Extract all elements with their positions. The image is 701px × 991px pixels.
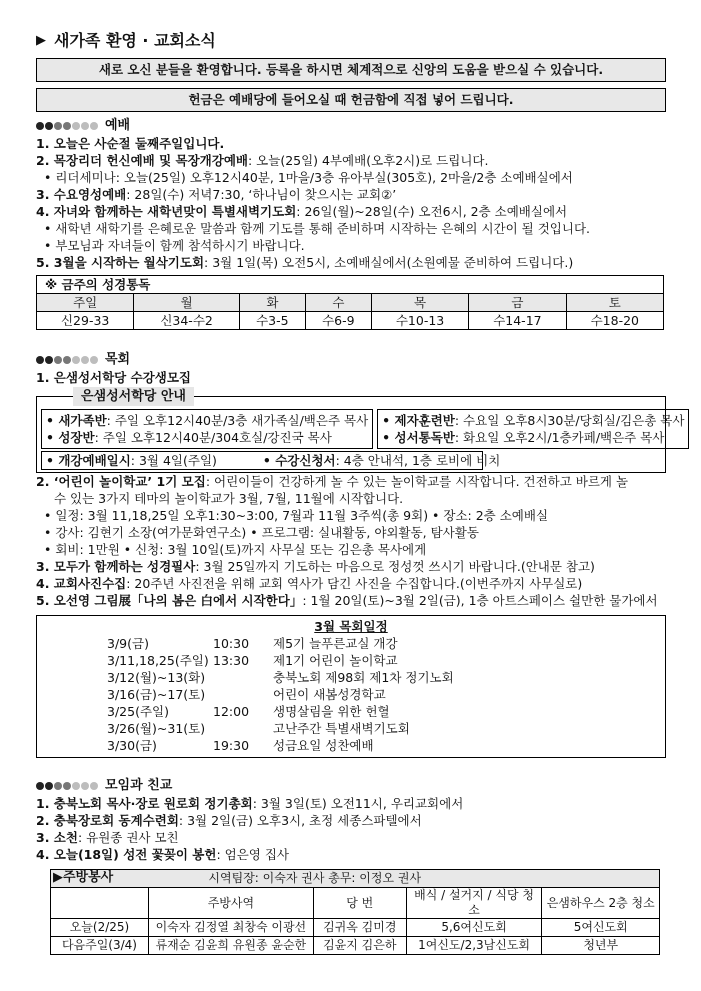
dot-icon — [36, 782, 44, 790]
dot-icon — [90, 356, 98, 364]
service-cell: 김귀옥 김미경 — [313, 919, 406, 937]
service-leaders: 시역팀장: 이숙자 권사 총무: 이정오 권사 — [148, 870, 659, 888]
dot-icon — [72, 122, 80, 130]
dot-icon — [45, 122, 53, 130]
dot-icon — [63, 782, 71, 790]
schedule-time — [213, 720, 273, 737]
service-cell: 이숙자 김정열 최창숙 이광선 — [148, 919, 313, 937]
service-cell: 1여신도/2,3남신도회 — [406, 937, 542, 955]
bible-reading: 수14-17 — [469, 312, 566, 330]
line-text: • 부모님과 자녀들이 함께 참석하시기 바랍니다. — [44, 238, 305, 253]
line-text: : 3월 3일(토) 오전11시, 우리교회에서 — [252, 796, 464, 811]
dot-icon — [72, 782, 80, 790]
line-text: : 26일(월)~28일(수) 오전6시, 2층 소예배실에서 — [296, 204, 568, 219]
schedule-event: 어린이 새봄성경학교 — [273, 687, 386, 702]
line-bold: 5. 오선영 그림展「나의 봄은 白에서 시작한다」 — [36, 593, 303, 608]
line-text: : 3월 1일(목) 오전5시, 소예배실에서(소원예물 준비하여 드립니다.) — [204, 255, 574, 270]
list-line — [36, 152, 666, 169]
list-line — [36, 524, 666, 541]
dot-icon — [54, 356, 62, 364]
schedule-row — [37, 737, 665, 754]
list-line — [36, 203, 666, 220]
line-bold: 2. 목장리더 헌신예배 및 목장개강예배 — [36, 153, 248, 168]
schedule-event: 성금요일 성찬예배 — [273, 738, 374, 753]
bible-day: 토 — [566, 294, 663, 312]
schedule-date: 3/11,18,25(주일) — [107, 653, 209, 668]
line-text: • 리더세미나: 오늘(25일) 오후12시40분, 1마을/3층 유아부실(305호), 2마을/2층 소예배실에서 — [44, 170, 573, 185]
schedule-time: 13:30 — [213, 653, 250, 668]
schedule-event: 충북노회 제98회 제1차 정기노회 — [273, 670, 454, 685]
service-cell: 다음주일(3/4) — [51, 937, 149, 955]
schedule-date: 3/30(금) — [107, 738, 157, 753]
bible-day: 금 — [469, 294, 566, 312]
dot-icon — [54, 782, 62, 790]
bible-day: 목 — [371, 294, 468, 312]
schedule-box — [36, 615, 666, 758]
line-bold: 2. ‘어린이 놀이학교’ 1기 모집 — [36, 474, 206, 489]
line-text: : 어린이들이 건강하게 놀 수 있는 놀이학교를 시작합니다. 건전하고 바르게 놀 — [205, 474, 629, 489]
line-text: • 강사: 김현기 소장(여가문화연구소) • 프로그램: 실내활동, 야외활동, 탐사활동 — [44, 525, 479, 540]
bible-reading-table — [36, 275, 664, 330]
bible-day: 수 — [305, 294, 371, 312]
list-line — [36, 558, 666, 575]
bible-school-right: • 제자훈련반: 수요일 오후8시30분/당회실/김은총 목사 • 성서통독반: 화요일 오후2시/1층카페/백은주 목사 — [377, 409, 689, 449]
service-cell: 김윤지 김은하 — [313, 937, 406, 955]
kitchen-service-table — [50, 869, 660, 955]
line-text: • 일정: 3월 11,18,25일 오후1:30~3:00, 7월과 11월 3주씩(총 9회) • 장소: 2층 소예배실 — [44, 508, 549, 523]
bible-day: 화 — [239, 294, 305, 312]
line-text: • 새학년 새학기를 은혜로운 말씀과 함께 기도를 통해 준비하며 시작하는 은혜의 시간이 될 것입니다. — [44, 221, 591, 236]
bible-reading: 신29-33 — [37, 312, 134, 330]
line-text: : 엄은영 집사 — [216, 847, 289, 862]
bible-school-tag: 은샘성서학당 안내 — [73, 387, 194, 406]
section-fellowship: 모임과 친교 — [36, 778, 666, 795]
service-cell: 류재순 김윤희 유원종 윤순한 — [148, 937, 313, 955]
list-line — [36, 812, 666, 829]
bible-school-info: • 개강예배일시: 3월 4일(주일) • 수강신청서: 4층 안내석, 1층 로비에 비치 — [41, 451, 483, 470]
dots-icon — [36, 352, 99, 368]
ministry-list — [36, 473, 666, 609]
dot-icon — [63, 122, 71, 130]
line-text: • 회비: 1만원 • 신청: 3월 10일(토)까지 사무실 또는 김은총 목사에게 — [44, 542, 427, 557]
bible-reading: 수18-20 — [566, 312, 663, 330]
dot-icon — [36, 122, 44, 130]
dots-icon — [36, 778, 99, 794]
bible-reading: 수10-13 — [371, 312, 468, 330]
worship-list — [36, 135, 666, 271]
schedule-event: 고난주간 특별새벽기도회 — [273, 721, 410, 736]
schedule-date: 3/12(월)~13(화) — [107, 670, 206, 685]
list-line — [36, 220, 666, 237]
service-cell: 5,6여신도회 — [406, 919, 542, 937]
line-text: : 1월 20일(토)~3월 2일(금), 1층 아트스페이스 쉴만한 물가에서 — [302, 593, 658, 608]
bible-school-left: • 새가족반: 주일 오후12시40분/3층 새가족실/백은주 목사 • 성장반: 주일 오후12시40분/304호실/강진국 목사 — [41, 409, 373, 449]
line-text: : 20주년 사진전을 위해 교회 역사가 담긴 사진을 수집합니다.(이번주까지 사무실로) — [126, 576, 583, 591]
service-cell: 오늘(2/25) — [51, 919, 149, 937]
welcome-note: 새로 오신 분들을 환영합니다. 등록을 하시면 체계적으로 신앙의 도움을 받으실 수 있습니다. — [36, 58, 666, 82]
schedule-row — [37, 703, 665, 720]
schedule-event: 제5기 늘푸른교실 개강 — [273, 636, 398, 651]
service-header — [51, 888, 149, 919]
dot-icon — [45, 782, 53, 790]
dot-icon — [81, 122, 89, 130]
service-row — [51, 937, 660, 955]
dot-icon — [81, 782, 89, 790]
list-line — [36, 507, 666, 524]
schedule-time — [213, 669, 273, 686]
list-line — [36, 237, 666, 254]
triangle-icon: ▶ — [36, 32, 46, 48]
line-bold: 1. 충북노회 목사·장로 원로회 정기총회 — [36, 796, 253, 811]
dot-icon — [63, 356, 71, 364]
bulletin-page — [36, 30, 685, 955]
bible-caption: ※ 금주의 성경통독 — [37, 276, 664, 294]
line-bold: 2. 충북장로회 동계수련회 — [36, 813, 179, 828]
schedule-row — [37, 635, 665, 652]
line-text: : 3월 25일까지 기도하는 마음으로 정성껏 쓰시기 바랍니다.(안내문 참고) — [195, 559, 595, 574]
schedule-row — [37, 686, 665, 703]
line-bold: 1. 오늘은 사순절 둘째주일입니다. — [36, 136, 225, 151]
list-line — [36, 829, 666, 846]
bible-day: 주일 — [37, 294, 134, 312]
schedule-row — [37, 720, 665, 737]
dot-icon — [54, 122, 62, 130]
dot-icon — [90, 122, 98, 130]
schedule-date: 3/25(주일) — [107, 704, 169, 719]
bible-reading: 수3-5 — [239, 312, 305, 330]
list-line — [36, 592, 666, 609]
bible-day: 월 — [134, 294, 239, 312]
schedule-time: 10:30 — [213, 636, 250, 651]
list-line — [36, 135, 666, 152]
bible-reading: 신34-수2 — [134, 312, 239, 330]
dot-icon — [90, 782, 98, 790]
line-bold: 4. 자녀와 함께하는 새학년맞이 특별새벽기도회 — [36, 204, 297, 219]
service-header: 배식 / 설거지 / 식당 청소 — [406, 888, 542, 919]
service-header: 은샘하우스 2층 청소 — [542, 888, 660, 919]
list-line — [36, 846, 666, 863]
ministry-item-1: 1. 은샘성서학당 수강생모집 — [36, 370, 191, 385]
line-bold: 3. 모두가 함께하는 성경필사 — [36, 559, 196, 574]
schedule-row — [37, 652, 665, 669]
line-text: : 28일(수) 저녁7:30, ‘하나님이 찾으시는 교회②’ — [126, 187, 397, 202]
dot-icon — [72, 356, 80, 364]
list-line — [36, 254, 666, 271]
page-title: ▶ 새가족 환영 · 교회소식 — [36, 31, 216, 50]
section-ministry: 목회 — [36, 352, 666, 369]
list-line — [36, 169, 666, 186]
dot-icon — [45, 356, 53, 364]
list-line — [36, 795, 666, 812]
schedule-time: 19:30 — [213, 738, 250, 753]
line-text: 수 있는 3가지 테마의 놀이학교가 3월, 7월, 11월에 시작합니다. — [54, 491, 404, 506]
bible-school-box — [36, 389, 685, 473]
section-worship: 예배 — [36, 118, 666, 135]
list-line — [36, 473, 666, 490]
schedule-time — [213, 686, 273, 703]
service-header: 당 번 — [313, 888, 406, 919]
line-text: : 유원종 권사 모친 — [77, 830, 179, 845]
line-bold: 4. 오늘(18일) 성전 꽃꽂이 봉헌 — [36, 847, 217, 862]
service-header: 주방사역 — [148, 888, 313, 919]
service-row — [51, 919, 660, 937]
line-bold: 3. 수요영성예배 — [36, 187, 127, 202]
dot-icon — [81, 356, 89, 364]
schedule-title: 3월 목회일정 — [314, 619, 388, 634]
service-cell: 청년부 — [542, 937, 660, 955]
schedule-event: 생명살림을 위한 헌혈 — [273, 704, 390, 719]
list-line — [36, 490, 666, 507]
schedule-date: 3/9(금) — [107, 636, 149, 651]
schedule-date: 3/26(월)~31(토) — [107, 721, 206, 736]
service-title: ▶주방봉사 — [51, 870, 149, 888]
service-cell: 5여신도회 — [542, 919, 660, 937]
line-bold: 3. 소천 — [36, 830, 78, 845]
offering-note: 헌금은 예배당에 들어오실 때 헌금함에 직접 넣어 드립니다. — [36, 88, 666, 112]
dots-icon — [36, 118, 99, 134]
list-line — [36, 186, 666, 203]
schedule-row — [37, 669, 665, 686]
bible-reading: 수6-9 — [305, 312, 371, 330]
line-bold: 4. 교회사진수집 — [36, 576, 127, 591]
schedule-date: 3/16(금)~17(토) — [107, 687, 206, 702]
fellowship-list — [36, 795, 666, 863]
schedule-event: 제1기 어린이 놀이학교 — [273, 653, 398, 668]
dot-icon — [36, 356, 44, 364]
line-text: : 오늘(25일) 4부예배(오후2시)로 드립니다. — [247, 153, 489, 168]
line-text: : 3월 2일(금) 오후3시, 초정 세종스파텔에서 — [178, 813, 422, 828]
schedule-time: 12:00 — [213, 704, 250, 719]
list-line — [36, 541, 666, 558]
list-line — [36, 575, 666, 592]
line-bold: 5. 3월을 시작하는 월삭기도회 — [36, 255, 205, 270]
